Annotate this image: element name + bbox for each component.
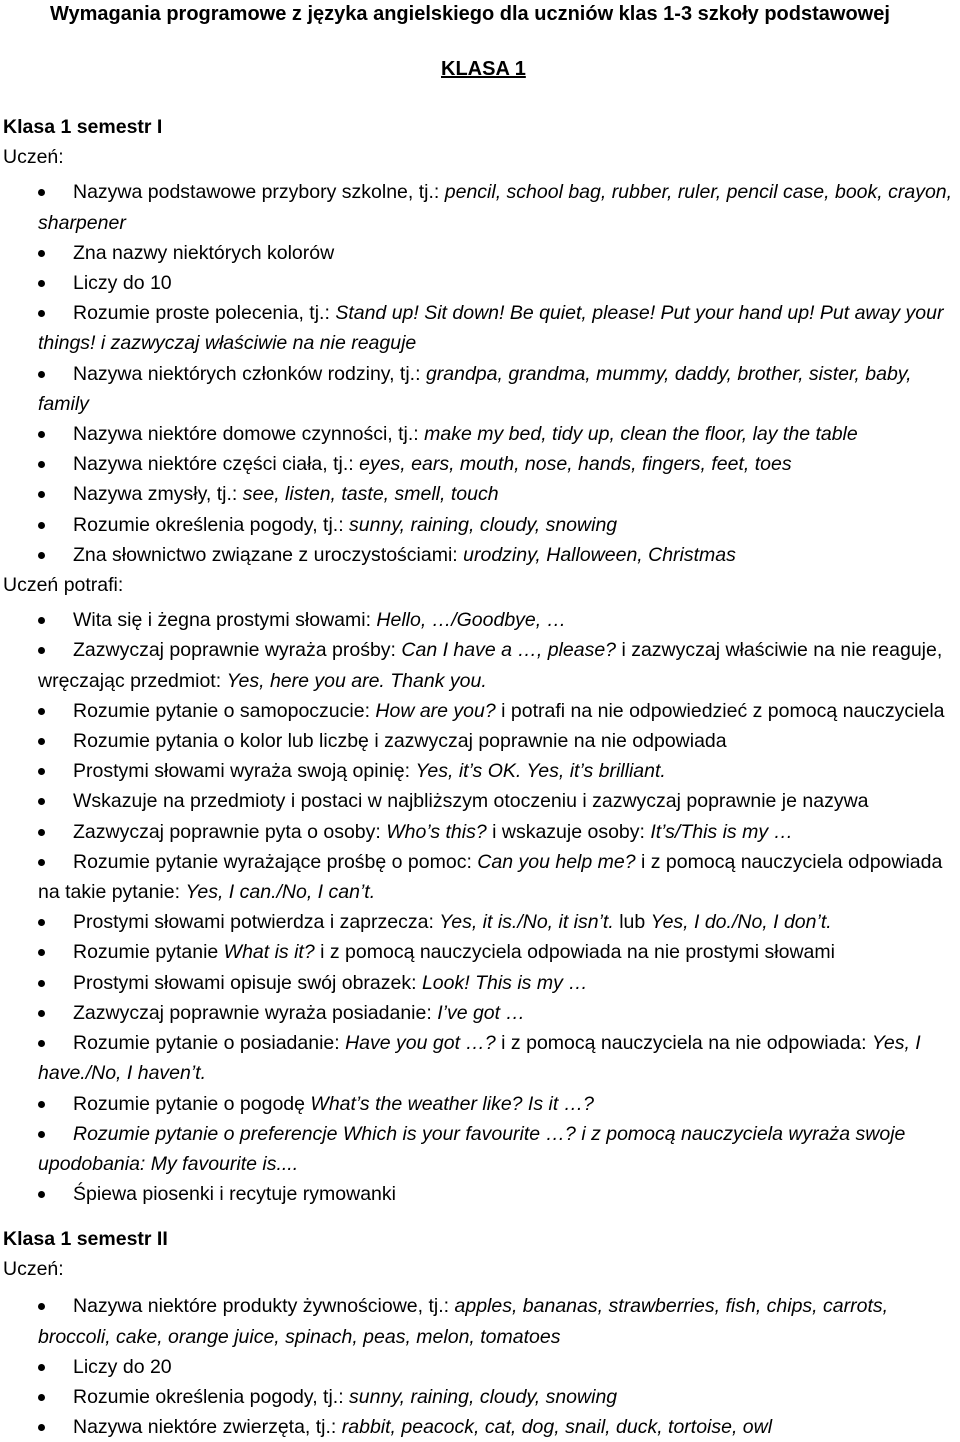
list-item (3, 419, 958, 449)
bullet-icon (38, 1394, 45, 1401)
item-text: lub (613, 911, 651, 934)
requirements-list (3, 177, 958, 570)
bullet-icon (38, 1191, 45, 1198)
example-text: What is it? (223, 941, 315, 964)
item-text: i z pomocą nauczyciela odpowiada na takie pytanie: (38, 850, 943, 904)
item-text: Zazwyczaj poprawnie wyraża posiadanie: (73, 1001, 438, 1024)
list-item (3, 605, 958, 635)
bullet-icon (38, 461, 45, 468)
example-text: Who’s this? (386, 820, 487, 843)
example-text: Look! This is my … (421, 971, 588, 994)
example-text: eyes, ears, mouth, nose, hands, fingers, feet, toes (359, 453, 792, 476)
item-text: Nazywa zmysły, tj.: (73, 483, 243, 506)
item-text: Zna słownictwo związane z uroczystościami: (73, 543, 464, 566)
item-text: Prostymi słowami potwierdza i zaprzecza: (73, 911, 440, 934)
example-text: Yes, I do./No, I don’t. (650, 911, 832, 934)
list-item (3, 786, 958, 816)
list-item (3, 1028, 958, 1088)
bullet-icon (38, 768, 45, 775)
list-item (3, 847, 958, 907)
example-text: rabbit, peacock, cat, dog, snail, duck, tortoise, owl (341, 1416, 773, 1439)
bullet-icon (38, 1364, 45, 1371)
class-heading: KLASA 1 (441, 58, 526, 80)
example-text: Can I have a …, please? (401, 639, 617, 662)
example-text: How are you? (375, 699, 496, 722)
example-text: Stand up! Sit down! Be quiet, please! Put your hand up! Put away your things! i zazwyczaj właściwie na nie reaguje (38, 302, 944, 355)
list-item (3, 1089, 958, 1119)
bullet-icon (38, 491, 45, 498)
item-text: i z pomocą nauczyciela na nie odpowiada: (495, 1032, 872, 1055)
item-text: Rozumie pytanie wyrażające prośbę o pomoc: (73, 850, 478, 873)
bullet-icon (38, 798, 45, 805)
list-item (3, 998, 958, 1028)
bullet-icon (38, 1131, 45, 1138)
bullet-icon (38, 522, 45, 529)
list-item (3, 817, 958, 847)
item-text: Nazywa niektóre części ciała, tj.: (73, 453, 360, 476)
bullet-icon (38, 431, 45, 438)
item-text: Nazywa niektórych członków rodziny, tj.: (73, 362, 426, 385)
bullet-icon (38, 1424, 45, 1431)
example-text: Rozumie pytanie o preferencje Which is your favourite …? i z pomocą nauczyciela wyraża swoje upodobania: My favourite is.... (38, 1122, 906, 1175)
list-item (3, 696, 958, 726)
bullet-icon (38, 1303, 45, 1310)
item-text: i wskazuje osoby: (486, 820, 651, 843)
bullet-icon (38, 310, 45, 317)
item-text: Rozumie pytania o kolor lub liczbę i zazwyczaj poprawnie na nie odpowiada (73, 730, 727, 753)
student-label: Uczeń: (3, 146, 64, 169)
list-item (3, 359, 958, 419)
section-heading: Klasa 1 semestr I (3, 116, 163, 138)
example-text: Have you got …? (345, 1032, 496, 1055)
example-text: Hello, …/Goodbye, … (376, 609, 567, 632)
bullet-icon (38, 1101, 45, 1108)
example-text: I’ve got … (437, 1001, 525, 1024)
list-item (3, 177, 958, 237)
list-item (3, 1179, 958, 1209)
item-text: Prostymi słowami wyraża swoją opinię: (73, 760, 416, 783)
list-item (3, 510, 958, 540)
bullet-icon (38, 552, 45, 559)
item-text: Śpiewa piosenki i recytuje rymowanki (73, 1183, 396, 1206)
list-item (3, 1291, 958, 1351)
example-text: Can you help me? (477, 850, 636, 873)
list-item (3, 907, 958, 937)
requirements-list (3, 1291, 958, 1442)
item-text: Wita się i żegna prostymi słowami: (73, 609, 377, 632)
item-text: Zazwyczaj poprawnie pyta o osoby: (73, 820, 387, 843)
bullet-icon (38, 1010, 45, 1017)
bullet-icon (38, 829, 45, 836)
item-text: i z pomocą nauczyciela odpowiada na nie prostymi słowami (314, 941, 835, 964)
item-text: i potrafi na nie odpowiedzieć z pomocą nauczyciela (495, 699, 945, 722)
section-heading: Klasa 1 semestr II (3, 1228, 168, 1250)
item-text: Nazywa niektóre zwierzęta, tj.: (73, 1416, 342, 1439)
item-text: Liczy do 10 (73, 272, 172, 295)
bullet-icon (38, 980, 45, 987)
list-item (3, 937, 958, 967)
item-text: Wskazuje na przedmioty i postaci w najbliższym otoczeniu i zazwyczaj poprawnie je nazywa (73, 790, 869, 813)
bullet-icon (38, 371, 45, 378)
item-text: Rozumie określenia pogody, tj.: (73, 513, 350, 536)
student-label: Uczeń: (3, 1258, 64, 1281)
bullet-icon (38, 949, 45, 956)
list-item (3, 298, 958, 358)
student-can-label: Uczeń potrafi: (3, 574, 124, 597)
bullet-icon (38, 859, 45, 866)
list-item (3, 268, 958, 298)
example-text: sunny, raining, cloudy, snowing (349, 1386, 618, 1409)
list-item (3, 726, 958, 756)
list-item (3, 238, 958, 268)
example-text: Yes, it is./No, it isn’t. (439, 911, 614, 934)
section-semester-1 (3, 112, 958, 1209)
list-item (3, 635, 958, 695)
bullet-icon (38, 1040, 45, 1047)
example-text: grandpa, grandma, mummy, daddy, brother, sister, baby, family (38, 362, 912, 415)
list-item (3, 540, 958, 570)
document-title: Wymagania programowe z języka angielskiego dla uczniów klas 1-3 szkoły podstawowej (50, 3, 890, 25)
item-text: Rozumie proste polecenia, tj.: (73, 302, 336, 325)
example-text: Yes, I can./No, I can’t. (185, 881, 376, 904)
bullet-icon (38, 250, 45, 257)
example-text: Yes, it’s OK. Yes, it’s brilliant. (415, 760, 666, 783)
bullet-icon (38, 919, 45, 926)
example-text: Yes, I have./No, I haven’t. (38, 1032, 921, 1085)
example-text: pencil, school bag, rubber, ruler, pencil case, book, crayon, sharpener (38, 181, 953, 234)
bullet-icon (38, 708, 45, 715)
example-text: see, listen, taste, smell, touch (242, 483, 499, 506)
item-text: Rozumie określenia pogody, tj.: (73, 1386, 350, 1409)
list-item (3, 968, 958, 998)
list-item (3, 479, 958, 509)
example-text: sunny, raining, cloudy, snowing (349, 513, 618, 536)
bullet-icon (38, 280, 45, 287)
item-text: i zazwyczaj właściwie na nie reaguje, wręczając przedmiot: (38, 639, 943, 692)
list-item (3, 1352, 958, 1382)
item-text: Prostymi słowami opisuje swój obrazek: (73, 971, 422, 994)
item-text: Rozumie pytanie o posiadanie: (73, 1032, 346, 1055)
item-text: Zna nazwy niektórych kolorów (73, 241, 335, 264)
bullet-icon (38, 647, 45, 654)
skills-list (3, 605, 958, 1209)
bullet-icon (38, 617, 45, 624)
item-text: Nazywa podstawowe przybory szkolne, tj.: (73, 181, 445, 204)
item-text: Liczy do 20 (73, 1355, 172, 1378)
item-text: Rozumie pytanie (73, 941, 224, 964)
example-text: urodziny, Halloween, Christmas (463, 543, 736, 566)
list-item (3, 756, 958, 786)
example-text: Yes, here you are. Thank you. (226, 669, 487, 692)
example-text: apples, bananas, strawberries, fish, chips, carrots, broccoli, cake, orange juice, spinach, peas, melon, tomatoes (38, 1295, 889, 1348)
item-text: Zazwyczaj poprawnie wyraża prośby: (73, 639, 402, 662)
item-text: Nazywa niektóre domowe czynności, tj.: (73, 423, 425, 446)
list-item (3, 1119, 958, 1179)
item-text: Nazywa niektóre produkty żywnościowe, tj.: (73, 1295, 455, 1318)
item-text: Rozumie pytanie o samopoczucie: (73, 699, 376, 722)
example-text: make my bed, tidy up, clean the floor, lay the table (424, 423, 858, 446)
bullet-icon (38, 738, 45, 745)
list-item (3, 449, 958, 479)
bullet-icon (38, 189, 45, 196)
section-semester-2 (3, 1224, 958, 1442)
example-text: What’s the weather like? Is it …? (310, 1092, 595, 1115)
item-text: Rozumie pytanie o pogodę (73, 1092, 311, 1115)
example-text: It’s/This is my … (650, 820, 793, 843)
list-item (3, 1382, 958, 1412)
